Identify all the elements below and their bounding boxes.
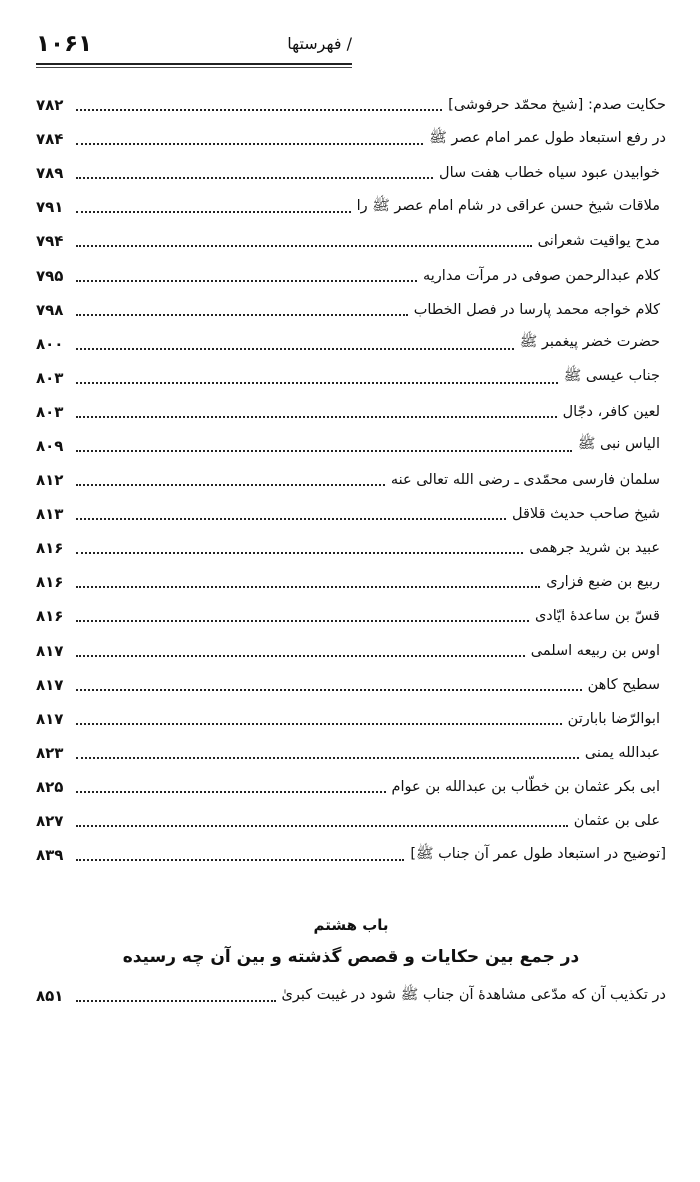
toc-entry	[36, 327, 666, 361]
toc-entry-title: در تکذیب آن که مدّعی مشاهدهٔ آن جناب ﷺ شود در غیبت کبریٰ	[281, 986, 666, 1003]
dot-leader	[76, 484, 385, 486]
dot-leader	[76, 518, 506, 520]
toc-entry	[36, 599, 666, 633]
running-title: / فهرستها	[287, 34, 352, 53]
toc-entry-page: ۷۸۲	[36, 96, 64, 115]
dot-leader	[76, 1000, 276, 1002]
header-rule	[36, 63, 352, 65]
toc-entry-page: ۸۳۹	[36, 846, 64, 865]
toc-entry-title: ابوالرّضا بابارتن	[567, 710, 660, 727]
dot-leader	[76, 416, 557, 418]
toc-entry-title: لعین کافر، دجّال	[562, 403, 660, 420]
dot-leader	[76, 280, 417, 282]
toc-entry	[36, 395, 666, 429]
toc-entry-title: سطیح کاهن	[587, 676, 660, 693]
page-header	[36, 28, 352, 60]
dot-leader	[76, 450, 572, 452]
toc-entry-title: ابی بکر عثمان بن خطّاب بن عبدالله بن عوام	[391, 778, 660, 795]
toc-entry-page: ۸۱۶	[36, 607, 64, 626]
dot-leader	[76, 791, 386, 793]
header-rule-thin	[36, 67, 352, 68]
toc-entry	[36, 531, 666, 565]
toc-entry-title: علی بن عثمان	[573, 813, 660, 830]
toc-entry-page: ۸۱۷	[36, 675, 64, 694]
dot-leader	[76, 757, 579, 759]
toc-entry-title: ملاقات شیخ حسن عراقی در شام امام عصر ﷺ را	[356, 197, 660, 214]
toc-entry-page: ۷۹۱	[36, 198, 64, 217]
toc-entry	[36, 258, 666, 292]
toc-entry-title: حکایت صدم: [شیخ محمّد حرفوشی]	[448, 97, 666, 114]
toc-entry	[36, 293, 666, 327]
dot-leader	[76, 245, 532, 247]
chapter-contents	[36, 979, 666, 1013]
toc-entry-title: کلام عبدالرحمن صوفی در مرآت مداریه	[423, 267, 660, 284]
toc-entry-page: ۸۱۶	[36, 539, 64, 558]
table-of-contents	[36, 88, 666, 872]
toc-entry-page: ۸۲۳	[36, 743, 64, 762]
toc-entry-page: ۸۰۳	[36, 402, 64, 421]
toc-entry-page: ۸۱۷	[36, 641, 64, 660]
toc-entry-page: ۸۲۵	[36, 777, 64, 796]
dot-leader	[76, 143, 423, 145]
toc-entry	[36, 979, 666, 1013]
dot-leader	[76, 723, 562, 725]
dot-leader	[76, 689, 582, 691]
toc-entry	[36, 565, 666, 599]
toc-entry-title: اوس بن ربیعه اسلمی	[530, 642, 660, 659]
page-number: ۱۰۶۱	[36, 31, 93, 57]
dot-leader	[76, 859, 404, 861]
toc-entry	[36, 361, 666, 395]
toc-entry	[36, 702, 666, 736]
toc-entry-page: ۸۵۱	[36, 987, 64, 1006]
chapter-title: در جمع بین حکایات و قصص گذشته و بین آن چه رسیده	[122, 947, 580, 967]
toc-entry-page: ۷۸۴	[36, 130, 64, 149]
chapter-label: باب هشتم	[313, 916, 389, 934]
chapter-heading	[36, 910, 666, 974]
toc-entry	[36, 224, 666, 258]
toc-entry-title: در رفع استبعاد طول عمر امام عصر ﷺ	[429, 129, 666, 146]
toc-entry	[36, 668, 666, 702]
toc-entry-title: قسّ بن ساعدهٔ ایّادی	[534, 608, 660, 625]
toc-entry-title: حضرت خضر پیغمبر ﷺ	[519, 334, 660, 351]
toc-entry	[36, 497, 666, 531]
toc-entry-page: ۸۱۲	[36, 471, 64, 490]
toc-entry-page: ۷۹۴	[36, 232, 64, 251]
toc-entry-title: ربیع بن ضبع فزاری	[546, 574, 660, 591]
toc-entry-title: مدح یواقیت شعرانی	[537, 233, 660, 250]
dot-leader	[76, 177, 433, 179]
toc-entry-title: سلمان فارسی محمّدی ـ رضی الله تعالی عنه	[390, 472, 660, 489]
toc-entry-title: شیخ صاحب حدیث قلاقل	[512, 506, 660, 523]
toc-entry-page: ۸۱۳	[36, 505, 64, 524]
toc-entry-title: الیاس نبی ﷺ	[577, 436, 660, 453]
toc-entry	[36, 804, 666, 838]
dot-leader	[76, 620, 529, 622]
dot-leader	[76, 382, 558, 384]
toc-entry	[36, 770, 666, 804]
toc-entry-title: عبید بن شرید جرهمی	[529, 540, 660, 557]
toc-entry	[36, 634, 666, 668]
dot-leader	[76, 825, 568, 827]
toc-entry-page: ۷۸۹	[36, 164, 64, 183]
toc-entry-page: ۸۲۷	[36, 812, 64, 831]
toc-entry-title: خوابیدن عبود سیاه خطاب هفت سال	[439, 165, 660, 182]
toc-entry-page: ۸۰۳	[36, 368, 64, 387]
toc-entry-page: ۸۱۶	[36, 573, 64, 592]
toc-entry	[36, 88, 666, 122]
dot-leader	[76, 314, 408, 316]
toc-entry	[36, 156, 666, 190]
toc-entry	[36, 463, 666, 497]
toc-entry	[36, 122, 666, 156]
toc-entry-title: عبدالله یمنی	[584, 744, 660, 761]
dot-leader	[76, 109, 442, 111]
toc-entry	[36, 190, 666, 224]
toc-entry-page: ۷۹۸	[36, 300, 64, 319]
toc-entry-page: ۸۰۰	[36, 334, 64, 353]
toc-entry-title: جناب عیسی ﷺ	[563, 368, 660, 385]
dot-leader	[76, 586, 540, 588]
toc-entry-page: ۸۰۹	[36, 436, 64, 455]
toc-entry-page: ۷۹۵	[36, 266, 64, 285]
toc-entry	[36, 736, 666, 770]
toc-entry	[36, 429, 666, 463]
dot-leader	[76, 348, 514, 350]
toc-entry-title: [توضیح در استبعاد طول عمر آن جناب ﷺ]	[410, 845, 666, 862]
toc-entry	[36, 838, 666, 872]
toc-entry-title: کلام خواجه محمد پارسا در فصل الخطاب	[413, 301, 660, 318]
dot-leader	[76, 211, 351, 213]
toc-entry-page: ۸۱۷	[36, 709, 64, 728]
dot-leader	[76, 552, 523, 554]
dot-leader	[76, 655, 525, 657]
